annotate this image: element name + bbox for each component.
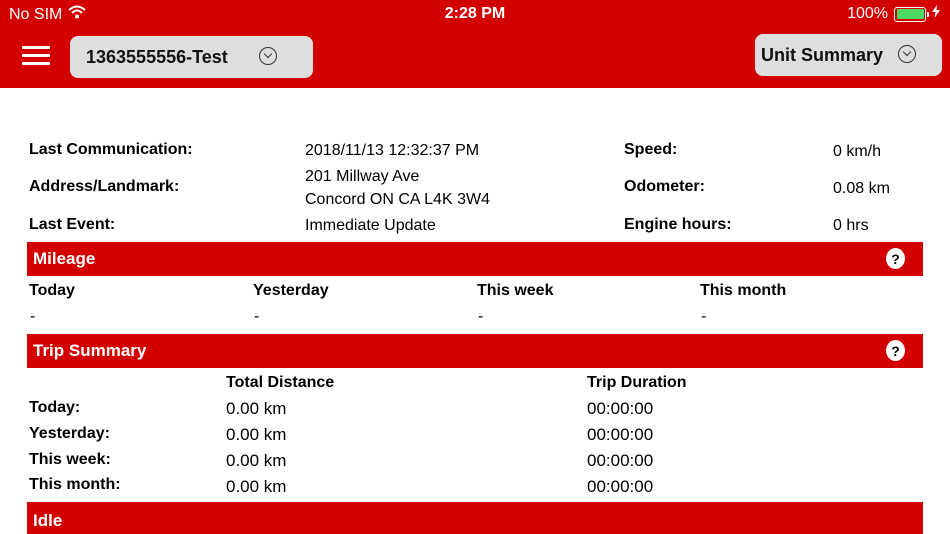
mileage-val-week: - [478,308,484,325]
view-selector-label: Unit Summary [761,44,884,65]
trip-summary-title: Trip Summary [33,341,147,360]
last-event-value: Immediate Update [305,217,436,234]
idle-title: Idle [33,511,63,530]
trip-row-label: Today: [29,399,81,416]
trip-header-duration: Trip Duration [587,374,687,391]
trip-summary-section-header [27,334,923,368]
address-label: Address/Landmark: [29,178,180,195]
odometer-value: 0.08 km [833,180,890,197]
unit-info [29,138,919,238]
mileage-col-week: This week [477,282,554,299]
trip-row-label: This month: [29,476,121,493]
trip-row-duration: 00:00:00 [587,425,654,444]
address-line1: 201 Millway Ave [305,168,420,185]
mileage-val-month: - [701,308,707,325]
trip-row-label: Yesterday: [29,425,110,442]
hamburger-menu-icon[interactable] [22,46,50,66]
unit-selector-label: 1363555556-Test [86,46,228,67]
status-bar [0,0,950,28]
mileage-val-today: - [30,308,36,325]
idle-section-header [27,502,923,534]
trip-row-distance: 0.00 km [226,399,287,418]
trip-header-distance: Total Distance [226,374,335,391]
address-line2: Concord ON CA L4K 3W4 [305,191,490,208]
last-communication-value: 2018/11/13 12:32:37 PM [305,142,480,159]
mileage-section-header [27,242,923,276]
chevron-down-icon [898,45,916,63]
battery-percent: 100% [847,5,888,22]
engine-hours-label: Engine hours: [624,216,732,233]
trip-row-duration: 00:00:00 [587,399,654,418]
mileage-title: Mileage [33,249,96,268]
mileage-col-today: Today [29,282,75,299]
odometer-label: Odometer: [624,178,705,195]
bolt-icon [932,5,940,23]
engine-hours-value: 0 hrs [833,217,869,234]
mileage-col-month: This month [700,282,787,299]
trip-row-distance: 0.00 km [226,477,287,496]
carrier-label: No SIM [9,5,63,23]
unit-selector-dropdown[interactable] [70,36,313,78]
last-event-label: Last Event: [29,216,116,233]
last-communication-label: Last Communication: [29,141,193,158]
trip-row-distance: 0.00 km [226,451,287,470]
trip-row-duration: 00:00:00 [587,477,654,496]
chevron-down-icon [259,47,277,65]
help-icon[interactable]: ? [886,248,905,269]
app-header [0,0,950,88]
clock: 2:28 PM [444,5,506,22]
trip-row-distance: 0.00 km [226,425,287,444]
mileage-val-yesterday: - [254,308,260,325]
battery-icon [894,7,926,22]
trip-row-duration: 00:00:00 [587,451,654,470]
mileage-col-yesterday: Yesterday [253,282,329,299]
speed-value: 0 km/h [833,143,882,160]
status-right [847,5,940,23]
view-selector-dropdown[interactable] [755,34,942,76]
help-icon[interactable]: ? [886,340,905,361]
trip-row-label: This week: [29,451,111,468]
speed-label: Speed: [624,141,678,158]
